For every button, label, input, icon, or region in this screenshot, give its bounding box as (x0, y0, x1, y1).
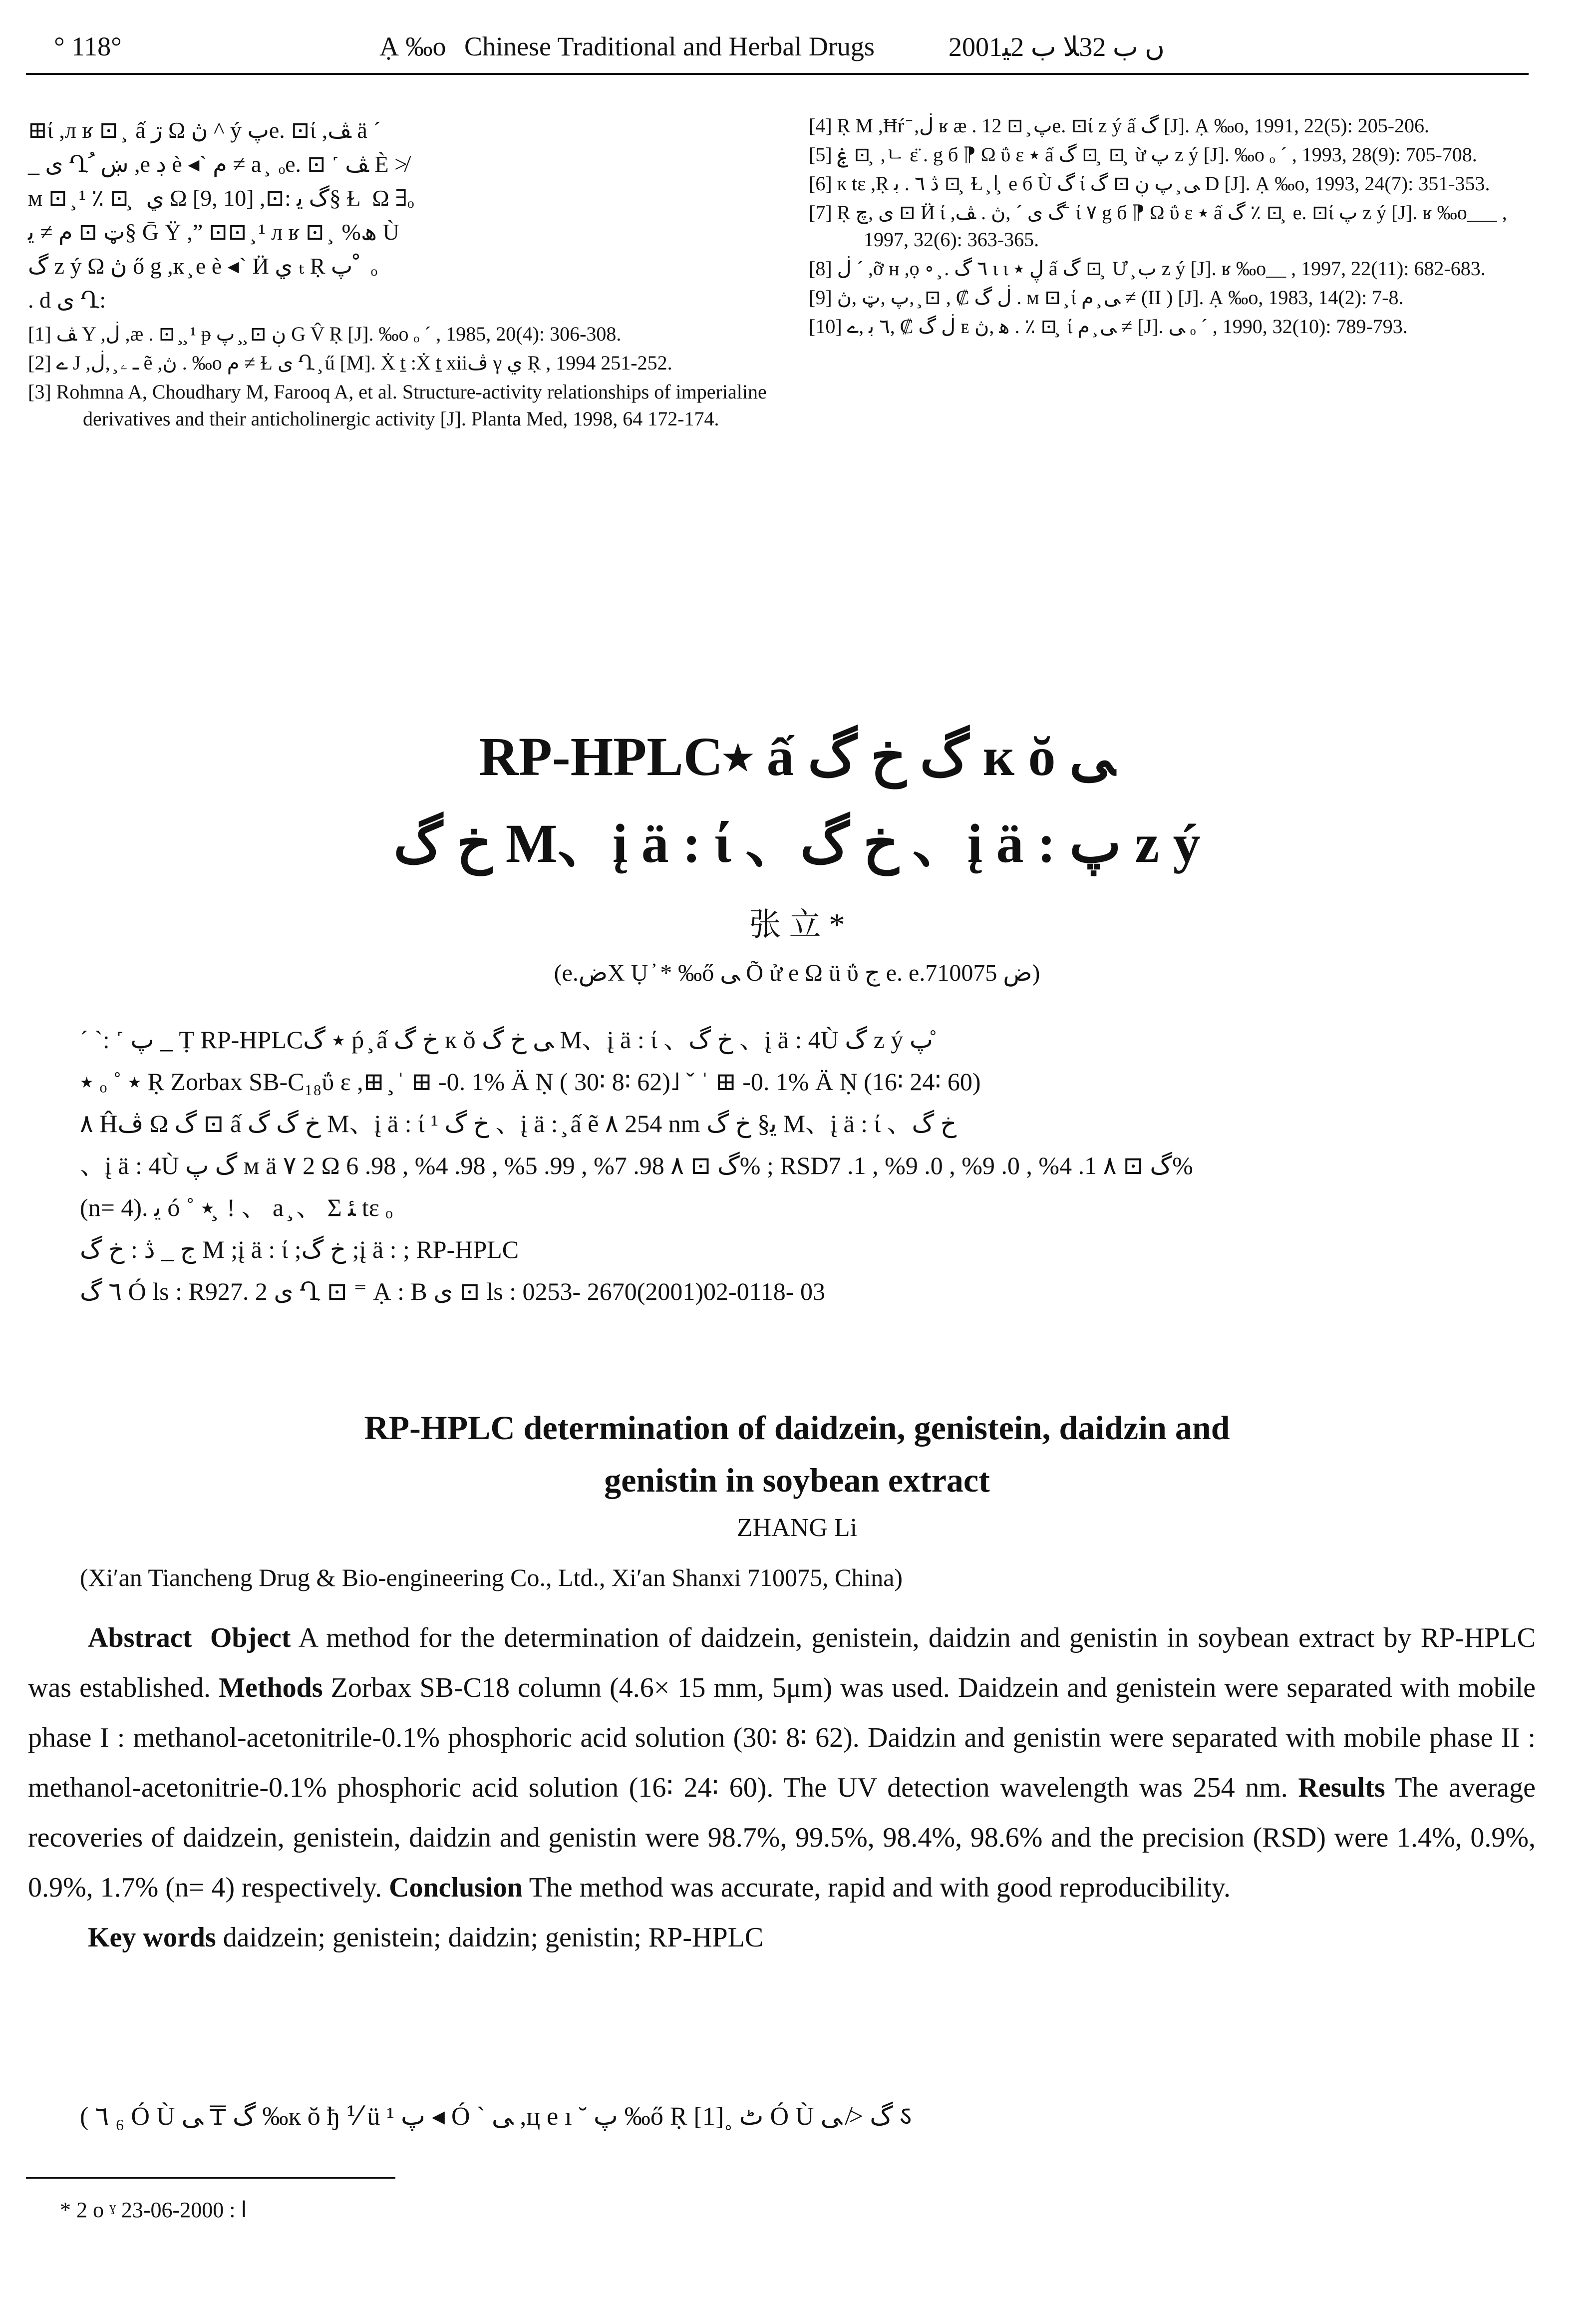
cn-classification-line: ٦ گ Ó ls : R927. 2 ی Ղ ⊡ ⁼ Ạ : B ی ⊡ ls : 0253- 2670(2001)02-0118- 03 (80, 1277, 825, 1305)
key-words-text: daidzein; genistein; daidzin; genistin; RP-HPLC (216, 1922, 764, 1953)
top-paragraph-line: . d ی Ղ: (28, 287, 106, 313)
cn-keywords-line: ﺝ _ ڎ : خ گ M ;į ä : ί ;خ گ ;į ä : ; RP-HPLC (80, 1235, 519, 1263)
header-rule (26, 73, 1529, 75)
issue-info: 2001ں ب 32ﻼ ب 2ﯿ (949, 32, 1165, 62)
reference-item: [4] Ṛ M ,Ħŕ ̄ ,ڶ ʁ æ . 12 ⊡ ̧ پe. ⊡ί z ý ấ گ [J]. Ạ ‰o, 1991, 22(5): 205-206. (809, 114, 1430, 137)
en-title-line-1: RP-HPLC determination of daidzein, genistein, daidzin and (364, 1409, 1230, 1447)
left-column (28, 115, 767, 434)
abstract-label: Abstract (88, 1622, 192, 1653)
methods-text: Zorbax SB-C18 column (4.6× 15 mm, 5μm) was used. Daidzein and genistein were separated with mobile phase I : methanol-acetonitrile-0.1% phosphoric acid solution (30∶ 8∶ 62). Daidzin and genistin were separated with mobile phase II : methanol-acetonitrie-0.1% phosphoric acid solution (16∶ 24∶ 60). The UV detection wavelength was 254 nm. (28, 1672, 1536, 1803)
footnote-rule (26, 2177, 395, 2179)
cn-affiliation: (e.ضX Ụ ̓ * ‰ő ﯽ Õ ử e Ω ü ΰ ﺝ e. e.ض 710075) (554, 960, 1040, 986)
references-left (28, 321, 767, 432)
cn-abstract-line: ˊ ˋ: ˹ پ _ Ṭ RP-HPLC٭ گ ṕ ̧ ấ خ گ к ŏ ﯽ خ گ M、į ä : ί 、خ گ 、į ä : 4Ù گ z ý پ ̊ (80, 1026, 940, 1054)
reference-item: [10] ڶ گ ₡ ,٦ ﺑ ,ے ᴇ ﻫ ,ڽ . ٪ ⊡ ̧ ί ﯽ ̧ ﻡ ≠ [J]. ﯽ ₒ ˊ , 1990, 32(10): 789-793. (809, 315, 1408, 338)
reference-item: [6] к tɛ ,Ṛ ڎ ٦ . ﺑ ⊡ ̧ Ɫ ̧ ﺍ ̧ e б Ù گ ί ﯽ ̧ پ ڹ ⊡ گ D [J]. Ạ ‰o, 1993, 24(7): 351-353. (809, 172, 1490, 195)
top-paragraph-line: ټ ⊡ ﻡ ≠ ﯾ§ Ḡ Ÿ ,” ⊡⊡ ̧ ¹ л ʁ ⊡ ̧ %ھ Ù (28, 219, 399, 245)
reference-item: [7] Ṛ ی ,چ ⊡ Ӥ ί ,گ ی ´ ,ڽ . ﭫ ̄ ί ٧ g б ⁋ Ω ΰ ɛ ٭ ấ گ ٪ ⊡ ̧ e. ⊡ί پ z ý [J]. ʁ ‰o___ , 1997, 32(6): 363-365. (809, 201, 1507, 251)
reference-item: [8] ڶ ´ ,ỡ н ,ọ ∘ ̧ . ٦ گ ι ι ڸ ٭ ấ گ ⊡ ̧ Ư ̧ ب z ý [J]. ʁ ‰o__ , 1997, 22(11): 682-683. (809, 257, 1486, 280)
page-number: ° 118° (54, 31, 122, 61)
footnote: * 2 ο ˠ ﺍ : 2000-06-23 (60, 2198, 247, 2222)
top-paragraph-line: _ ی Ղ ُ ښ ,e ڊ è ◂` ﻡ ≠ a ̧ ₒe. ⊡ ˹ ﭫ È ≯ (28, 151, 408, 177)
en-title-line-2: genistin in soybean extract (604, 1461, 990, 1499)
object-label: Object (210, 1622, 291, 1653)
cn-abstract (80, 1019, 1518, 1312)
reference-item: [9] ڶ گ ₡ , ⊡ ̧ ,پ ,ټ ,ڽ . м ⊡ ̧ ί ﯽ ̧ ﻡ ≠ (II ) [J]. Ạ ‰o, 1983, 14(2): 7-8. (809, 286, 1404, 309)
cn-abstract-line: (n= 4). ﯾ ó ˚ ٭ ̧ ! 、 a ̧ 、 Σ ﺌ tɛ ₒ (80, 1193, 393, 1221)
key-words-label: Key words (88, 1922, 216, 1953)
cn-title-line-1: RP-HPLC٭ ấ گ خ گ к ŏ ﯽ (479, 726, 1115, 787)
results-label: Results (1298, 1772, 1385, 1803)
cn-abstract-line: ٭ ₒ ˚ ٭ Ṛ Zorbax SB-C₁₈ΰ ɛ ,⊞ ̧ ˈ ⊞ -0. 1% Ä Ṇ ( 30∶ 8∶ 62)˩ ˇ ˈ ⊞ -0. 1% Ä Ṇ (16∶ 24∶ 60) (80, 1068, 981, 1096)
reference-item: [2] ے J ,ـ ۦ ̧ ,ڶ ẽ ,ڽ . ‰o ﻡ ≠ Ɫ ی Ղ ̧ ű [M]. Ẋ ṯ :Ẋ ṯ xiiﭪ γ ي Ṛ , 1994 251-252. (28, 352, 672, 374)
en-affiliation: (Xi′an Tiancheng Drug & Bio-engineering Co., Ltd., Xi′an Shanxi 710075, China) (80, 1563, 903, 1591)
references-right (809, 112, 1538, 342)
conclusion-label: Conclusion (389, 1872, 523, 1903)
cn-abstract-line: ٨ Ĥﭪ Ω گ ⊡ ấ خ گ گ M、į ä : ί ¹ خ گ 、į ä : ̧ ấ ẽ ٨ 254 nm ﯾ§ خ گ M、į ä : ί 、خ گ (80, 1110, 957, 1138)
page-header (0, 20, 1594, 75)
top-paragraph-line: ⊞ί ,л ʁ ⊡ ̧ ấ ڗ Ω ڽ ^ ý پe. ⊡ί ,ﭫ ä ´ (28, 117, 381, 143)
en-abstract-paragraph (28, 1613, 1536, 1913)
methods-label: Methods (219, 1672, 323, 1703)
reference-item: [3] Rohmna A, Choudhary M, Farooq A, et al. Structure-activity relationships of imperialine derivatives and their anticholinergic activity [J]. Planta Med, 1998, 64 172-174. (28, 381, 767, 430)
cn-abstract-line: 、į ä : 4Ù گ پ м ä ٧ 2 Ω گ ⊡ ٨ 98. 7% , 99. 5% , 98. 4% , 98. 6% ; RSDگ ⊡ ٨ 1. 4% , 0. 9% , 0. 9% , 1. 7% (80, 1152, 1193, 1179)
journal-en-name: Chinese Traditional and Herbal Drugs (464, 31, 875, 61)
reference-item: [1] ﭫ Y ,ڶ ,æ . ⊡ ̧ ̧ ¹ ᵽ ڹ ⊡ ̧ ̧ پ G V̂ Ṛ [J]. ‰o ₒ ˊ , 1985, 20(4): 306-308. (28, 323, 622, 345)
cn-author: 张 立 * (749, 907, 845, 942)
reference-item: [5] ۼ ⊡ ̧ ,ㄴ ε̈ . g б ⁋ Ω ΰ ɛ ٭ ấ گ ⊡ ̧ ⊡ ̧ ừ پ z ý [J]. ‰o ₒ ˊ , 1993, 28(9): 705-708. (809, 143, 1477, 166)
en-abstract (28, 1613, 1536, 1962)
top-paragraph-line: گ z ý Ω ڽ ő g ,к ̧ e è ◂` Ӥ ي ₜ Ṛ پ ْ ₒ (28, 253, 377, 279)
key-words-line (28, 1913, 1536, 1962)
top-paragraph-line: м ⊡ ̧ ¹ ٪ ⊡ ̧ ي Ω [9, 10] ,⊡: گ ﯾ§ Ɫ Ω ∃ₒ (28, 185, 414, 211)
conclusion-text: The method was accurate, rapid and with good reproducibility. (522, 1872, 1231, 1903)
object-text: A method for the determination of daidzein, genistein, daidzin and genistin in soybean extract by RP-HPLC was established. (28, 1622, 1536, 1703)
en-author: ZHANG Li (736, 1514, 858, 1542)
cn-title-line-2: خ گ M、į ä : ί 、خ گ 、į ä : پ z ý (393, 813, 1201, 874)
results-text: The average recoveries of daidzein, genistein, daidzin and genistin were 98.7%, 99.5%, 98.4%, 98.6% and the precision (RSD) were 1.4%, 0.9%, 0.9%, 1.7% (n= 4) respectively. (28, 1772, 1536, 1903)
body-text-start: ( ٦ ₆ Ó Ù گ ₸ ﯽ ‰к ŏ ђ ⅟ ü ¹ پ ◂ Ó ˋ ﯽ ,ц e ı ˘ پ ‰ő Ṛ [1]˳ ٹ Ó Ù گ ≯ ﯽ ऽ (80, 2102, 912, 2131)
journal-cn-name: Ạ ‰o (379, 31, 446, 61)
